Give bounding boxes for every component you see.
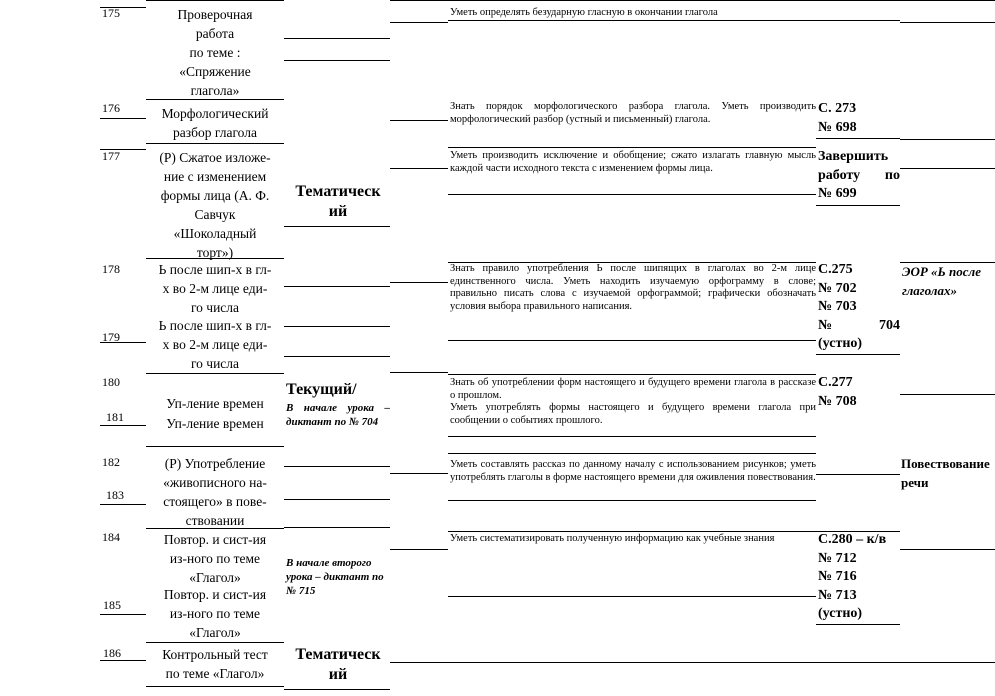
topic-line: Повтор. и сист-ия bbox=[163, 532, 267, 547]
topic-line: Морфологический bbox=[161, 106, 269, 121]
note-line: речи bbox=[901, 475, 929, 490]
row-number: 182 bbox=[102, 455, 120, 469]
control-type-line: ий bbox=[328, 666, 348, 683]
topic-text bbox=[146, 148, 284, 262]
note-line: Повествование bbox=[901, 456, 990, 471]
topic-line: работа bbox=[195, 26, 235, 41]
lesson-topic bbox=[146, 148, 284, 262]
lesson-note bbox=[902, 262, 995, 300]
topic-text bbox=[146, 414, 284, 433]
control-type bbox=[286, 182, 390, 222]
homework-line: № 703 bbox=[818, 299, 857, 314]
lesson-requirements: Уметь составлять рассказ по данному началу с использованием рисунков; уметь употреблять глаголы в форме настоящего времени для оживления повествования. bbox=[450, 459, 816, 483]
topic-line: глагола» bbox=[190, 83, 240, 98]
topic-line: стоящего» в пове- bbox=[163, 494, 267, 509]
topic-line: го числа bbox=[190, 356, 240, 371]
row-number: 176 bbox=[102, 101, 120, 115]
control-type-text bbox=[286, 182, 390, 222]
row-number: 186 bbox=[103, 646, 121, 660]
lesson-topic bbox=[146, 414, 284, 433]
row-number: 178 bbox=[102, 262, 120, 276]
note-text bbox=[902, 262, 995, 300]
homework-line: № 712 bbox=[818, 550, 857, 566]
topic-line: го числа bbox=[190, 300, 240, 315]
lesson-topic bbox=[146, 530, 284, 587]
topic-text bbox=[146, 530, 284, 587]
topic-line: «Шоколадный bbox=[173, 226, 257, 241]
lesson-topic bbox=[146, 645, 284, 683]
control-type bbox=[286, 645, 390, 685]
row-number: 179 bbox=[102, 330, 120, 344]
lesson-topic bbox=[146, 316, 284, 373]
topic-text bbox=[146, 260, 284, 317]
topic-line: Савчук bbox=[194, 207, 236, 222]
topic-line: Ь после шип-х в гл- bbox=[158, 318, 272, 333]
topic-line: Ь после шип-х в гл- bbox=[158, 262, 272, 277]
control-note bbox=[286, 401, 390, 429]
topic-line: формы лица (А. Ф. bbox=[160, 188, 270, 203]
homework bbox=[818, 261, 900, 354]
homework-line: № 708 bbox=[818, 393, 857, 409]
row-number: 177 bbox=[102, 149, 120, 163]
control-type-text bbox=[286, 645, 390, 685]
homework bbox=[818, 100, 900, 137]
topic-text bbox=[146, 454, 284, 530]
topic-text bbox=[146, 104, 284, 142]
row-number: 185 bbox=[103, 598, 121, 612]
topic-line: Уп-ление времен bbox=[166, 416, 264, 431]
requirement-line: Знать об употреблении форм настоящего и будущего времени глагола в рассказе о прошлом. bbox=[450, 377, 816, 401]
topic-line: ние с изменением bbox=[163, 169, 267, 184]
topic-line: «Глагол» bbox=[189, 625, 241, 640]
control-type bbox=[286, 380, 390, 400]
row-number: 183 bbox=[106, 488, 124, 502]
topic-line: Контрольный тест bbox=[162, 647, 268, 662]
topic-line: ствовании bbox=[185, 513, 245, 528]
control-note bbox=[286, 556, 390, 598]
control-note-text: В начале урока – диктант по № 704 bbox=[286, 402, 390, 428]
homework-line: (устно) bbox=[818, 606, 863, 621]
topic-line: «живописного на- bbox=[163, 475, 267, 490]
topic-line: х во 2-м лице еди- bbox=[162, 281, 268, 296]
topic-line: (Р) Употребление bbox=[164, 456, 266, 471]
topic-line: Проверочная bbox=[177, 7, 253, 22]
topic-line: по теме : bbox=[189, 45, 241, 60]
homework bbox=[818, 531, 900, 624]
lesson-requirements: Знать правило употребления Ь после шипящих в глаголах во 2-м лице единственного числа. Уметь находить изучаемую орфограмму в слове; правильно писать слова с изучаемой орфограммой; графически обозначать условия выбора правильного написания. bbox=[450, 263, 816, 312]
homework-line: № 702 bbox=[818, 280, 857, 296]
homework bbox=[818, 374, 900, 411]
lesson-requirements: Уметь определять безударную гласную в окончании глагола bbox=[450, 7, 718, 18]
topic-text bbox=[146, 316, 284, 373]
lesson-topic bbox=[146, 260, 284, 317]
homework-line: работу по bbox=[818, 167, 900, 183]
homework-line: № 716 bbox=[818, 569, 857, 584]
topic-text bbox=[146, 5, 284, 100]
requirement-line: Уметь употреблять формы настоящего и будущего времени глагола при сообщении о событиях прошлого. bbox=[450, 402, 816, 426]
homework-line: № 698 bbox=[818, 119, 857, 135]
topic-line: (Р) Сжатое изложе- bbox=[159, 150, 271, 165]
topic-line: разбор глагола bbox=[173, 125, 257, 140]
topic-line: Повтор. и сист-ия bbox=[163, 587, 267, 602]
lesson-requirements: Уметь систематизировать полученную информацию как учебные знания bbox=[450, 533, 775, 544]
note-text bbox=[901, 454, 995, 492]
lesson-topic bbox=[146, 5, 284, 100]
row-number: 175 bbox=[102, 6, 120, 20]
lesson-topic bbox=[146, 585, 284, 642]
control-type-text: Текущий/ bbox=[286, 381, 357, 398]
lesson-topic bbox=[146, 454, 284, 530]
control-type-line: Тематическ bbox=[295, 183, 381, 200]
homework-line: С.275 bbox=[818, 262, 853, 277]
topic-line: из-ного по теме bbox=[169, 551, 261, 566]
note-line: глаголах» bbox=[902, 283, 957, 298]
topic-line: «Спряжение bbox=[179, 64, 251, 79]
row-number: 181 bbox=[106, 410, 124, 424]
requirement-text bbox=[450, 377, 816, 427]
homework-line: С.280 – к/в bbox=[818, 532, 887, 547]
row-number: 180 bbox=[102, 375, 120, 389]
control-type-line: Тематическ bbox=[295, 646, 381, 663]
topic-text bbox=[146, 585, 284, 642]
topic-line: «Глагол» bbox=[189, 570, 241, 585]
lesson-topic bbox=[146, 104, 284, 142]
homework-line: № 704 bbox=[818, 317, 900, 333]
homework-line: Завершить bbox=[818, 149, 889, 164]
homework-line: (устно) bbox=[818, 336, 863, 351]
homework bbox=[818, 148, 900, 204]
topic-line: из-ного по теме bbox=[169, 606, 261, 621]
homework-line: С.277 bbox=[818, 375, 853, 390]
homework-line: № 713 bbox=[818, 587, 857, 603]
topic-line: х во 2-м лице еди- bbox=[162, 337, 268, 352]
note-line: ЭОР «Ь после bbox=[902, 264, 981, 279]
lesson-requirements: Знать порядок морфологического разбора глагола. Уметь производить морфологический разбор (устный и письменный) глагола. bbox=[450, 101, 816, 125]
row-number: 184 bbox=[102, 530, 120, 544]
lesson-requirements: Уметь производить исключение и обобщение; сжато излагать главную мысль каждой части исходного текста с изменением формы лица. bbox=[450, 150, 816, 174]
control-note-text: В начале второго урока – диктант по № 715 bbox=[286, 557, 384, 597]
lesson-topic bbox=[146, 394, 284, 413]
topic-line: Уп-ление времен bbox=[166, 396, 264, 411]
topic-line: торт») bbox=[196, 245, 234, 260]
topic-text bbox=[146, 645, 284, 683]
homework-line: С. 273 bbox=[818, 101, 857, 116]
homework-line: № 699 bbox=[818, 186, 857, 201]
topic-text bbox=[146, 394, 284, 413]
topic-line: по теме «Глагол» bbox=[165, 666, 265, 681]
lesson-note bbox=[901, 454, 995, 492]
control-type-line: ий bbox=[328, 203, 348, 220]
lesson-requirements bbox=[450, 377, 816, 427]
